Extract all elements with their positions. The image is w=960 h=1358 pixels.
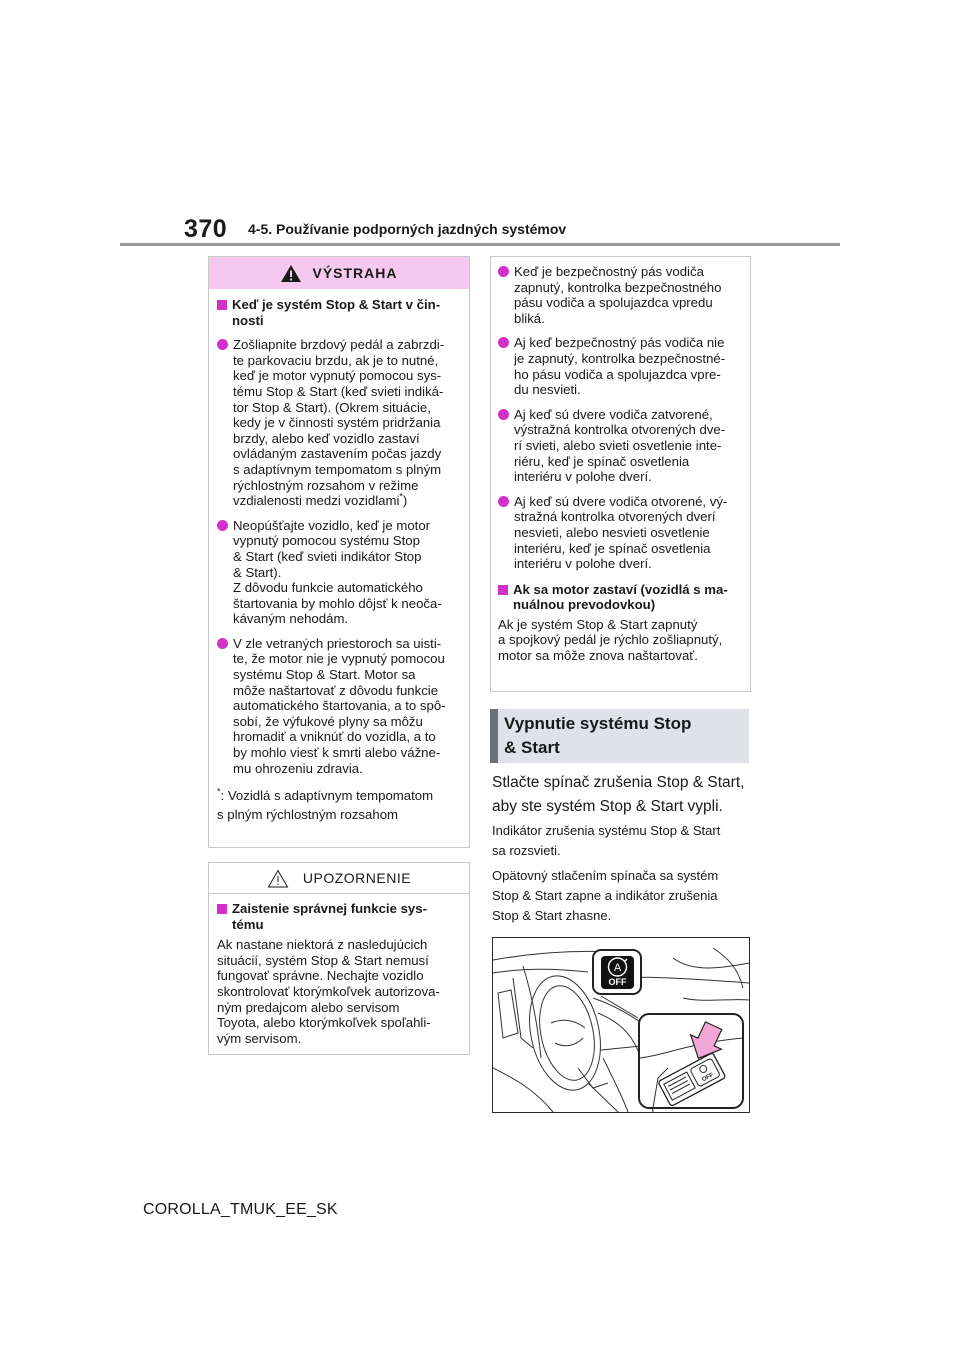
caution-text: Ak nastane niektorá z nasledujúcich situácií, systém Stop & Start nemusí fungovať správne. Nechajte vozidlo skontrolovať ktorýmkoľvek autorizova- ným predajcom alebo servisom Toyota, alebo ktorýmkoľvek spoľahli- vým servisom.: [217, 937, 440, 1046]
manual-transmission-title: Ak sa motor zastaví (vozidlá s ma- nuálnou prevodovkou): [513, 581, 728, 613]
warning-bullet-text: Zošliapnite brzdový pedál a zabrzdi- te parkovaciu brzdu, ak je to nutné, keď je motor vypnutý pomocou sys- tému Stop & Start (keď svieti indiká- tor Stop & Start). (Okrem situácie, kedy je v činnosti systém pridržania brzdy, alebo keď vozidlo zastaví ovládaným zastavením počas jazdy s adaptívnym tempomatom s plným rýchlostným rozsahom v režime vzdialenosti medzi vozidlami: [233, 337, 445, 509]
warning-title: VÝSTRAHA: [312, 265, 398, 281]
footnote-text: : Vozidlá s adaptívnym tempomatom s plným rýchlostným rozsahom: [217, 788, 434, 823]
chapter-title: 4-5. Používanie podporných jazdných systémov: [248, 221, 567, 237]
warning-section-heading: [217, 297, 461, 328]
warning-bullet-text: Neopúšťajte vozidlo, keď je motor vypnutý pomocou systému Stop & Start (keď svieti indikátor Stop & Start). Z dôvodu funkcie automatického štartovania by mohlo dôjsť k neoča- kávaným nehodám.: [233, 517, 442, 627]
instruction-step: Stlačte spínač zrušenia Stop & Start, aby ste systém Stop & Start vypli.: [492, 774, 745, 815]
footnote: [217, 786, 461, 824]
manual-transmission-heading: [498, 582, 743, 613]
footnote-mark: *: [217, 786, 221, 797]
section-accent-bar: [490, 709, 498, 763]
warning-bullet-text: Keď je bezpečnostný pás vodiča zapnutý, kontrolka bezpečnostného pásu vodiča a spolujazdca vpredu bliká.: [514, 264, 722, 326]
warning-bullet: [217, 337, 461, 509]
section-title: Vypnutie systému Stop & Start: [504, 714, 692, 757]
warning-bullet-tail: ): [402, 493, 408, 509]
warning-bullet: [498, 264, 743, 326]
warning-bullet: [217, 636, 461, 776]
bullet-dot-icon: [217, 638, 228, 649]
instruction-note: Indikátor zrušenia systému Stop & Start sa rozsvieti.: [492, 823, 721, 858]
switch-label: OFF: [701, 1072, 715, 1084]
indicator-label: OFF: [608, 977, 627, 987]
square-bullet-icon: [498, 585, 508, 595]
header-divider: [120, 243, 840, 246]
bullet-dot-icon: [498, 337, 509, 348]
warning-header: [209, 257, 469, 289]
square-bullet-icon: [217, 300, 227, 310]
warning-bullet-text: V zle vetraných priestoroch sa uisti- te, že motor nie je vypnutý pomocou systému Stop & Start. Motor sa môže naštartovať z dôvodu funkcie automatického štartovania, a to spô- sobí, že výfukové plyny sa môžu hromadiť a vniknúť do vozidla, a to by mohlo viesť k smrti alebo vážne- mu ohrozeniu zdravia.: [233, 635, 446, 776]
section-heading: [490, 709, 749, 763]
warning-bullet: [217, 518, 461, 627]
warning-section-title: Keď je systém Stop & Start v čin- nosti: [232, 297, 441, 328]
caution-box: [208, 862, 470, 1055]
warning-box: [208, 256, 470, 848]
dashboard-illustration: [492, 937, 750, 1113]
warning-bullet-text: Aj keď bezpečnostný pás vodiča nie je zapnutý, kontrolka bezpečnostné- ho pásu vodiča a spolujazdca vpre- du nesvieti.: [514, 335, 726, 398]
warning-triangle-icon: [280, 264, 302, 283]
manual-transmission-text: Ak je systém Stop & Start zapnutý a spojkový pedál je rýchlo zošliapnutý, motor sa môže znova naštartovať.: [498, 616, 723, 664]
caution-title: UPOZORNENIE: [302, 870, 412, 886]
model-code: COROLLA_TMUK_EE_SK: [143, 1201, 338, 1218]
instruction-note: Opätovný stlačením spínača sa systém Stop & Start zapne a indikátor zrušenia Stop & Start zhasne.: [492, 868, 719, 923]
warning-continuation-box: [490, 256, 751, 692]
bullet-dot-icon: [498, 496, 509, 507]
bullet-dot-icon: [217, 339, 228, 350]
bullet-dot-icon: [498, 266, 509, 277]
caution-section-title: Zaistenie správnej funkcie sys- tému: [232, 901, 427, 932]
footnote-mark: *: [399, 491, 403, 502]
dashboard-drawing: [493, 938, 749, 1112]
caution-section-heading: [217, 901, 461, 932]
warning-bullet-text: Aj keď sú dvere vodiča zatvorené, výstražná kontrolka otvorených dve- rí svieti, alebo svieti osvetlenie inte- riéru, keď je spínač osvetlenia interiéru v polohe dverí.: [514, 406, 726, 485]
warning-bullet: [498, 407, 743, 485]
warning-bullet-text: Aj keď sú dvere vodiča otvorené, vý- stražná kontrolka otvorených dverí nesvieti, alebo nesvieti osvetlenie interiéru, keď je spínač osvetlenia interiéru v polohe dverí.: [514, 493, 728, 572]
caution-header: [209, 863, 469, 894]
warning-bullet: [498, 494, 743, 572]
caution-triangle-icon: [267, 869, 289, 888]
warning-bullet: [498, 335, 743, 397]
square-bullet-icon: [217, 904, 227, 914]
page-number: 370: [184, 215, 228, 243]
bullet-dot-icon: [217, 520, 228, 531]
bullet-dot-icon: [498, 409, 509, 420]
indicator-letter: A: [613, 962, 622, 974]
